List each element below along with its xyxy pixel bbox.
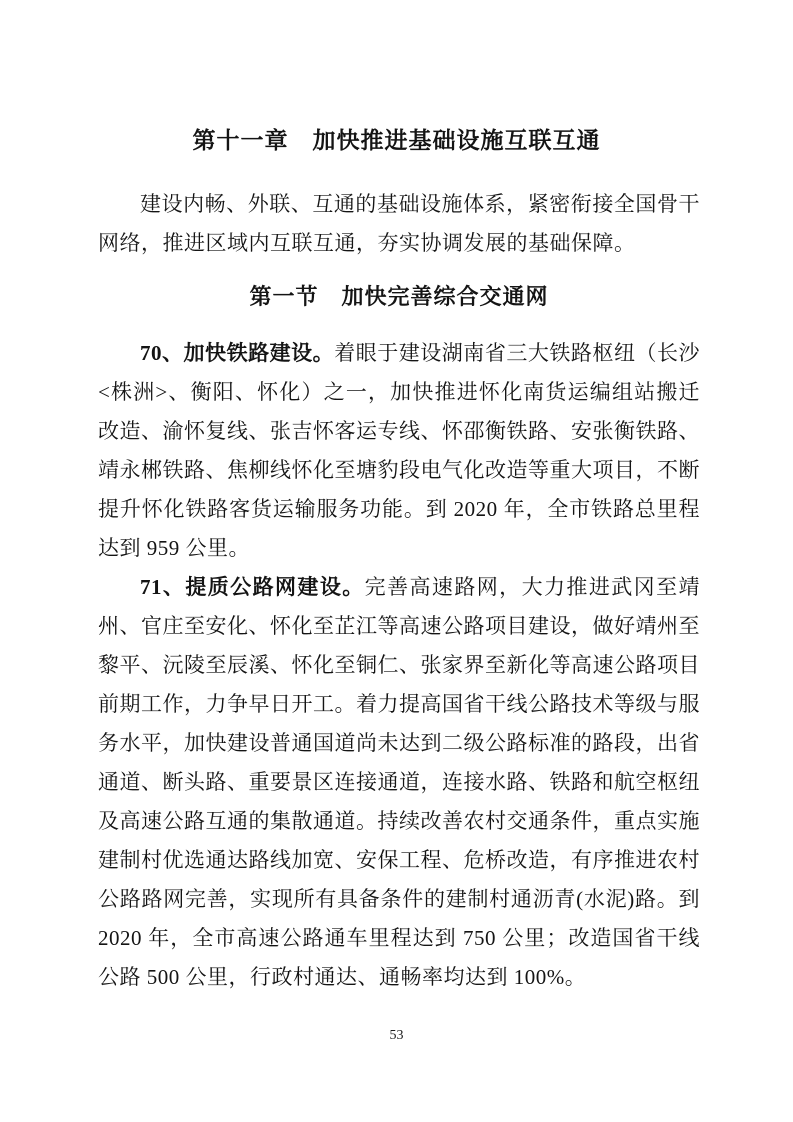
paragraph-71-lead: 71、提质公路网建设。	[140, 575, 365, 599]
intro-paragraph: 建设内畅、外联、互通的基础设施体系，紧密衔接全国骨干网络，推进区域内互联互通，夯实协调发展的基础保障。	[98, 192, 700, 255]
section-title: 第一节 加快完善综合交通网	[249, 284, 549, 309]
paragraph-71	[98, 568, 700, 997]
paragraph-70-lead: 70、加快铁路建设。	[140, 341, 335, 365]
paragraph-70	[98, 334, 700, 568]
paragraph-70-body: 着眼于建设湖南省三大铁路枢纽（长沙<株洲>、衡阳、怀化）之一，加快推进怀化南货运编组站搬迁改造、渝怀复线、张吉怀客运专线、怀邵衡铁路、安张衡铁路、靖永郴铁路、焦柳线怀化至塘豹段电气化改造等重大项目，不断提升怀化铁路客货运输服务功能。到 2020 年，全市铁路总里程达到 959 公里。	[98, 341, 701, 560]
page-content	[0, 185, 793, 997]
paragraph-71-body: 完善高速路网，大力推进武冈至靖州、官庄至安化、怀化至芷江等高速公路项目建设，做好靖州至黎平、沅陵至辰溪、怀化至铜仁、张家界至新化等高速公路项目前期工作，力争早日开工。着力提高国省干线公路技术等级与服务水平，加快建设普通国道尚未达到二级公路标准的路段，出省通道、断头路、重要景区连接通道，连接水路、铁路和航空枢纽及高速公路互通的集散通道。持续改善农村交通条件，重点实施建制村优选通达路线加宽、安保工程、危桥改造，有序推进农村公路路网完善，实现所有具备条件的建制村通沥青(水泥)路。到 2020 年，全市高速公路通车里程达到 750 公里；改造国省干线公路 500 公里，行政村通达、通畅率均达到 100%。	[98, 575, 701, 989]
page-number: 53	[389, 1028, 404, 1043]
chapter-title: 第十一章 加快推进基础设施互联互通	[192, 127, 601, 153]
